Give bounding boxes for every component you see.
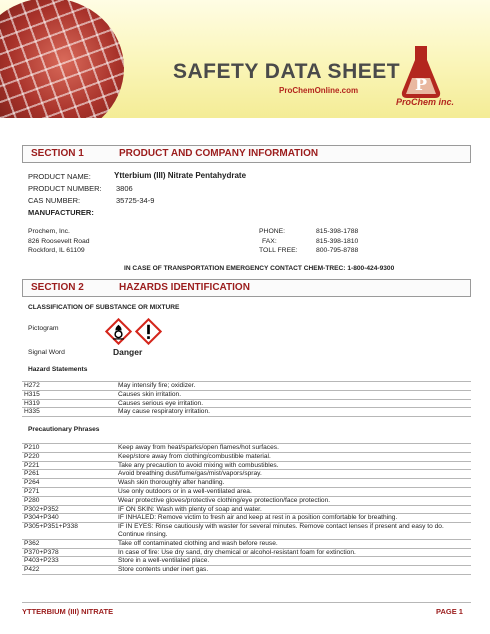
address-line-2: Rockford, IL 61109 <box>28 247 85 254</box>
prochem-flask-logo-icon <box>398 44 444 100</box>
toll-free-label: TOLL FREE: <box>259 247 298 254</box>
precautionary-phrases-label: Precautionary Phrases <box>28 426 100 433</box>
cas-number-value: 35725-34-9 <box>116 196 155 205</box>
manufacturer-label: MANUFACTURER: <box>28 208 94 217</box>
table-row <box>22 497 471 506</box>
exclamation-mark-icon <box>135 318 162 345</box>
fax-value: 815-398-1810 <box>316 238 359 245</box>
precaution-code: P271 <box>24 487 40 495</box>
classification-label: CLASSIFICATION OF SUBSTANCE OR MIXTURE <box>28 304 180 311</box>
periodic-table-sphere-image <box>0 0 124 118</box>
fax-label: FAX: <box>262 238 277 245</box>
footer-page-number: PAGE 1 <box>436 607 463 616</box>
table-row <box>22 470 471 479</box>
precaution-text: IF ON SKIN: Wash with plenty of soap and water. <box>118 505 262 513</box>
table-row <box>22 549 471 558</box>
product-number-label: PRODUCT NUMBER: <box>28 184 102 193</box>
precaution-code: P422 <box>24 566 40 574</box>
svg-text:P: P <box>414 75 428 94</box>
precaution-code: P302+P352 <box>24 505 59 513</box>
footer-product-name: YTTERBIUM (III) NITRATE <box>22 607 114 616</box>
precaution-code: P304+P340 <box>24 514 59 522</box>
hazard-statements-label: Hazard Statements <box>28 366 88 373</box>
signal-word-label: Signal Word <box>28 349 65 356</box>
hazard-code: H272 <box>24 382 40 389</box>
table-row <box>22 382 471 391</box>
section-number: SECTION 1 <box>31 148 84 159</box>
table-row <box>22 462 471 471</box>
section-title: PRODUCT AND COMPANY INFORMATION <box>119 148 319 159</box>
table-row <box>22 400 471 409</box>
hazard-statements-table <box>22 381 471 417</box>
precaution-code: P210 <box>24 444 40 451</box>
table-row <box>22 566 471 575</box>
hazard-text: May intensify fire; oxidizer. <box>118 382 196 389</box>
precaution-code: P280 <box>24 496 40 504</box>
precaution-code: P403+P233 <box>24 557 59 565</box>
precaution-code: P362 <box>24 539 40 547</box>
section-1-header <box>22 145 471 163</box>
precaution-code: P261 <box>24 470 40 478</box>
website-link[interactable]: ProChemOnline.com <box>279 86 359 95</box>
precautionary-phrases-table <box>22 443 471 575</box>
table-row <box>22 506 471 515</box>
table-row <box>22 523 471 540</box>
precaution-text: Store contents under inert gas. <box>118 566 209 574</box>
phone-value: 815-398-1788 <box>316 228 359 235</box>
precaution-text: Wash skin thoroughly after handling. <box>118 479 225 487</box>
hazard-code: H319 <box>24 399 40 407</box>
section-number: SECTION 2 <box>31 282 84 293</box>
signal-word-value: Danger <box>113 347 143 357</box>
company-name: Prochem, Inc. <box>28 228 70 235</box>
flame-over-circle-icon <box>105 318 132 345</box>
table-row <box>22 514 471 523</box>
cas-number-label: CAS NUMBER: <box>28 196 81 205</box>
table-row <box>22 540 471 549</box>
table-row <box>22 408 471 417</box>
table-row <box>22 557 471 566</box>
table-row <box>22 479 471 488</box>
product-name-value: Ytterbium (III) Nitrate Pentahydrate <box>114 171 247 180</box>
header-banner <box>0 0 490 118</box>
logo-text: ProChem inc. <box>396 97 455 107</box>
precaution-text: IF INHALED: Remove victim to fresh air and keep at rest in a position comfortable for breathing. <box>118 514 398 522</box>
product-name-label: PRODUCT NAME: <box>28 172 91 181</box>
pictogram-label: Pictogram <box>28 325 59 332</box>
table-row <box>22 488 471 497</box>
hazard-text: May cause respiratory irritation. <box>118 408 210 416</box>
emergency-contact: IN CASE OF TRANSPORTATION EMERGENCY CONTACT CHEM-TREC: 1-800-424-9300 <box>124 265 395 272</box>
section-2-header <box>22 279 471 297</box>
precaution-text: Use only outdoors or in a well-ventilated area. <box>118 487 252 495</box>
table-row <box>22 444 471 453</box>
precaution-text: IF IN EYES: Rinse cautiously with waster for several minutes. Remove contact lenses if present and easy to do. Continue rinsing. <box>118 523 444 538</box>
document-title: SAFETY DATA SHEET <box>173 60 401 83</box>
precaution-text: Keep away from heat/sparks/open flames/hot surfaces. <box>118 444 279 451</box>
precaution-text: Take off contaminated clothing and wash before reuse. <box>118 539 278 547</box>
precaution-text: Avoid breathing dust/fume/gas/mist/vapors/spray. <box>118 470 262 478</box>
hazard-code: H315 <box>24 390 40 398</box>
phone-label: PHONE: <box>259 228 286 235</box>
precaution-text: Take any precaution to avoid mixing with combustibles. <box>118 461 279 469</box>
table-row <box>22 453 471 462</box>
precaution-text: In case of fire: Use dry sand, dry chemical or alcohol-resistant foam for extinction. <box>118 548 356 556</box>
hazard-text: Causes skin irritation. <box>118 390 182 398</box>
section-title: HAZARDS IDENTIFICATION <box>119 282 250 293</box>
precaution-code: P221 <box>24 461 40 469</box>
table-row <box>22 391 471 400</box>
product-number-value: 3806 <box>116 184 133 193</box>
precaution-text: Store in a well-ventilated place. <box>118 557 210 565</box>
precaution-code: P305+P351+P338 <box>24 523 78 531</box>
footer-divider <box>22 602 471 603</box>
precaution-code: P264 <box>24 479 40 487</box>
address-line-1: 826 Roosevelt Road <box>28 238 90 245</box>
toll-free-value: 800-795-8788 <box>316 247 359 254</box>
hazard-text: Causes serious eye irritation. <box>118 399 204 407</box>
precaution-text: Keep/store away from clothing/combustible material. <box>118 452 271 460</box>
precaution-text: Wear protective gloves/protective clothing/eye protection/face protection. <box>118 496 331 504</box>
precaution-code: P370+P378 <box>24 548 59 556</box>
precaution-code: P220 <box>24 452 40 460</box>
hazard-code: H335 <box>24 408 40 416</box>
